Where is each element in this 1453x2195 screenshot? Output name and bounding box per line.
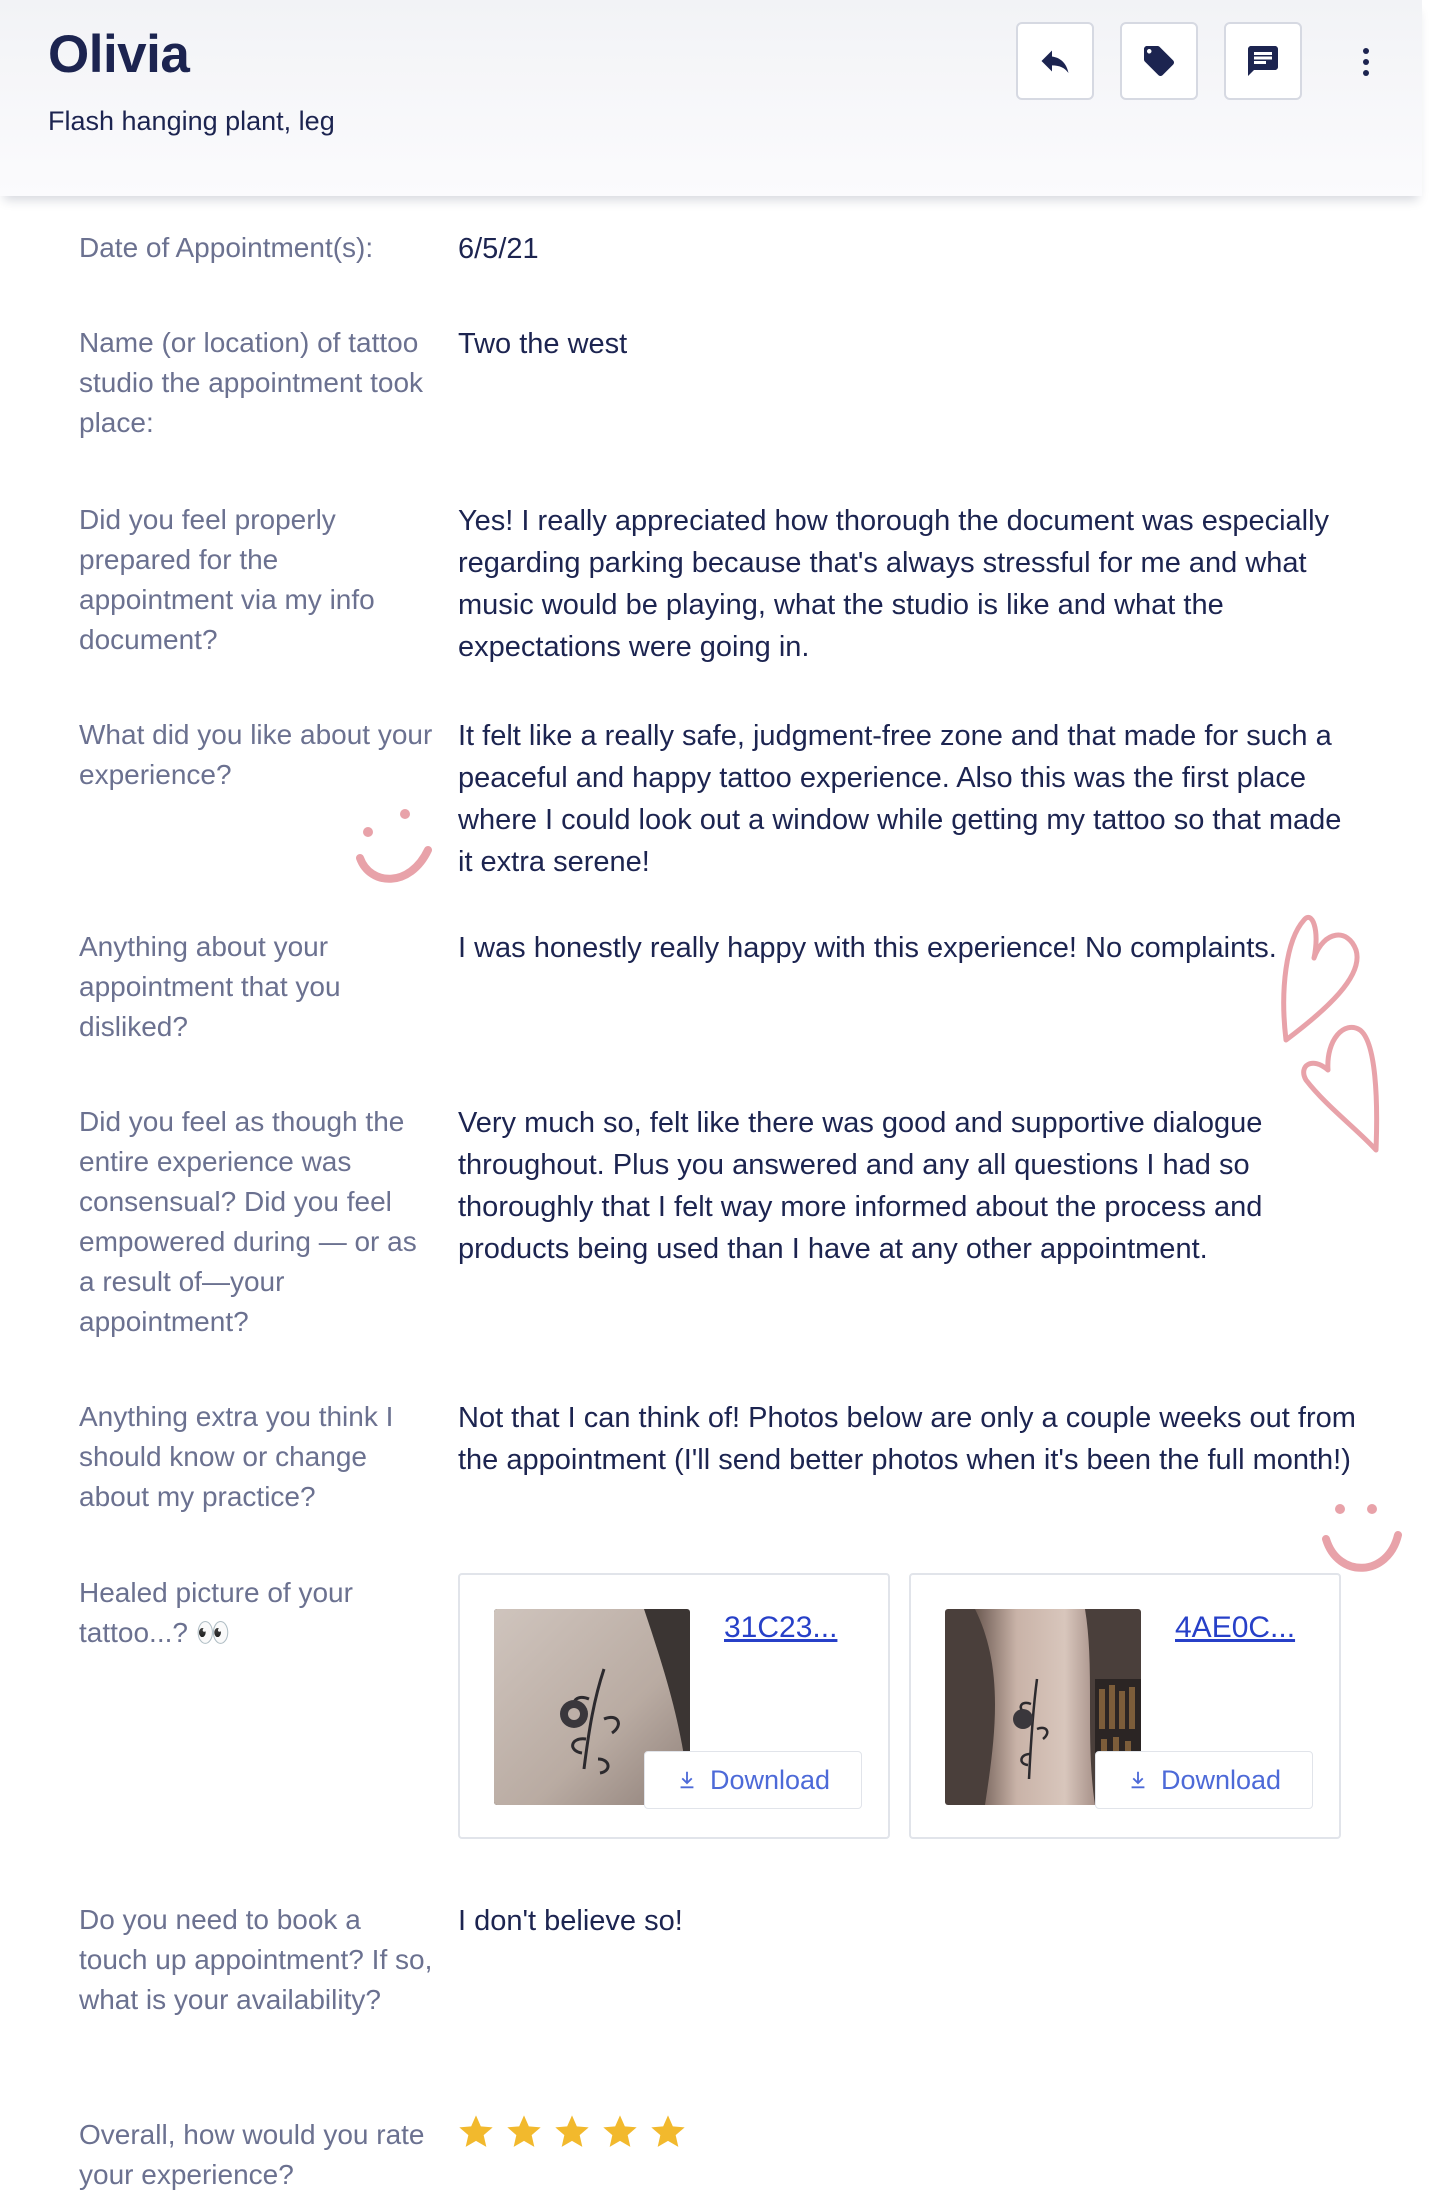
liked-value: It felt like a really safe, judgment-free zone and that made for such a peaceful and happy tattoo experience. Also this was the first place where I could look out a window while getting my tattoo so that made it extra serene! bbox=[458, 720, 1342, 878]
smiley-doodle-icon bbox=[350, 800, 440, 895]
extra-label: Anything extra you think I should know or change about my practice? bbox=[79, 1401, 394, 1512]
submission-header bbox=[0, 0, 1422, 196]
attachment-filename[interactable]: 31C23... bbox=[724, 1611, 838, 1644]
heart-doodle-icon bbox=[1276, 880, 1386, 1165]
download-icon bbox=[1127, 1769, 1149, 1791]
comment-button[interactable] bbox=[1224, 22, 1302, 100]
liked-label: What did you like about your experience? bbox=[79, 719, 433, 790]
touchup-value: I don't believe so! bbox=[458, 1905, 683, 1937]
studio-label: Name (or location) of tattoo studio the appointment took place: bbox=[79, 327, 424, 438]
date-value: 6/5/21 bbox=[458, 233, 539, 265]
smiley-doodle-icon bbox=[1318, 1495, 1408, 1590]
star-icon bbox=[552, 2112, 592, 2152]
prepared-label: Did you feel properly prepared for the appointment via my info document? bbox=[79, 504, 375, 655]
comment-icon bbox=[1245, 43, 1281, 79]
more-options-button[interactable] bbox=[1352, 44, 1380, 80]
prepared-value: Yes! I really appreciated how thorough the document was especially regarding parking because that's always stressful for me and what music would be playing, what the studio is like and what the expectations were going in. bbox=[458, 505, 1330, 663]
consent-value: Very much so, felt like there was good and supportive dialogue throughout. Plus you answered and any all questions I had so thoroughly that I felt way more informed about the process and products being used than I have at any other appointment. bbox=[458, 1107, 1263, 1265]
tag-icon bbox=[1141, 43, 1177, 79]
reply-icon bbox=[1037, 43, 1073, 79]
submitter-name: Olivia bbox=[48, 25, 190, 84]
touchup-label: Do you need to book a touch up appointment? If so, what is your availability? bbox=[79, 1904, 433, 2015]
download-label: Download bbox=[709, 1764, 831, 1795]
star-icon bbox=[456, 2112, 496, 2152]
healed-label: Healed picture of your tattoo...? 👀 bbox=[79, 1577, 353, 1648]
extra-value: Not that I can think of! Photos below are only a couple weeks out from the appointment (I'll send better photos when it's been the full month!) bbox=[458, 1402, 1356, 1476]
star-icon bbox=[504, 2112, 544, 2152]
rating-label: Overall, how would you rate your experience? bbox=[79, 2119, 425, 2190]
download-label: Download bbox=[1160, 1764, 1282, 1795]
submission-subtitle: Flash hanging plant, leg bbox=[48, 106, 335, 136]
tag-button[interactable] bbox=[1120, 22, 1198, 100]
star-icon bbox=[648, 2112, 688, 2152]
attachment-card[interactable] bbox=[458, 1573, 890, 1839]
reply-button[interactable] bbox=[1016, 22, 1094, 100]
disliked-label: Anything about your appointment that you disliked? bbox=[79, 931, 341, 1042]
star-rating bbox=[456, 2112, 688, 2152]
attachment-card[interactable] bbox=[909, 1573, 1341, 1839]
download-button[interactable] bbox=[644, 1751, 862, 1809]
studio-value: Two the west bbox=[458, 328, 628, 360]
attachment-filename[interactable]: 4AE0C... bbox=[1175, 1611, 1296, 1644]
disliked-value: I was honestly really happy with this experience! No complaints. bbox=[458, 932, 1277, 964]
download-icon bbox=[676, 1769, 698, 1791]
star-icon bbox=[600, 2112, 640, 2152]
date-label: Date of Appointment(s): bbox=[79, 232, 374, 263]
consent-label: Did you feel as though the entire experience was consensual? Did you feel empowered during — or as a result of—your appointment? bbox=[79, 1106, 417, 1337]
vertical-dots-icon bbox=[1362, 47, 1370, 77]
download-button[interactable] bbox=[1095, 1751, 1313, 1809]
